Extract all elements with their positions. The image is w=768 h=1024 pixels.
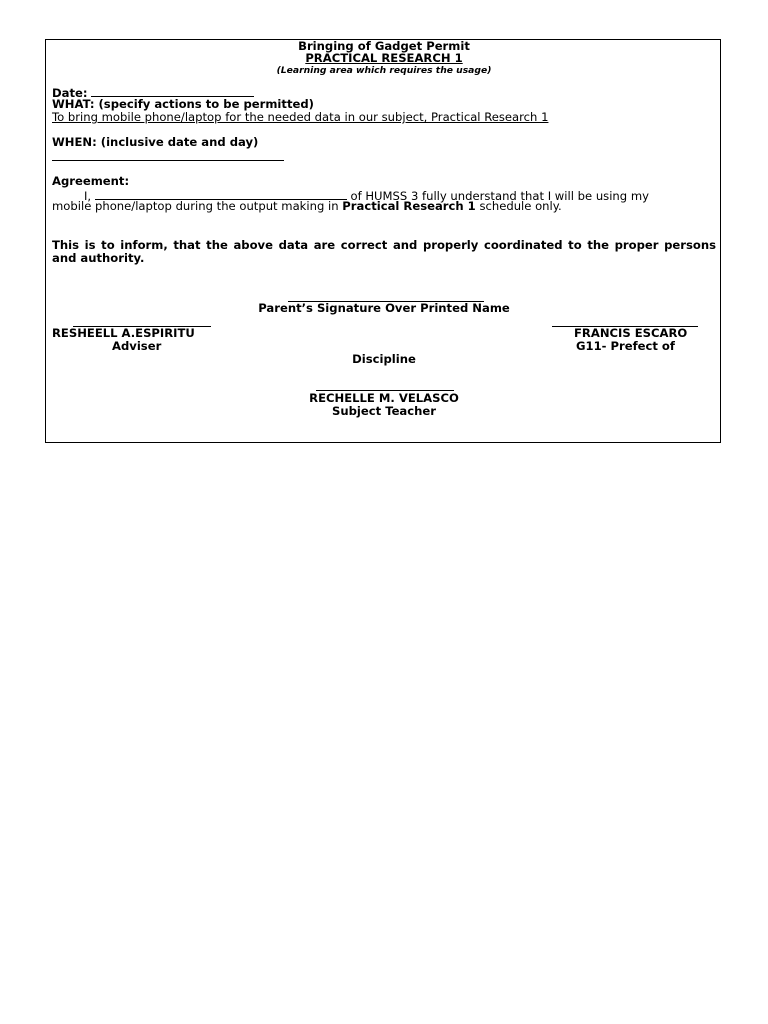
date-field[interactable]	[91, 85, 254, 97]
form-title: Bringing of Gadget Permit	[298, 39, 470, 53]
agreement-prefix: I,	[84, 189, 92, 203]
agreement-suffix: of HUMSS 3 fully understand that I will be using my	[350, 189, 649, 203]
prefect-title-continued: Discipline	[352, 352, 416, 366]
prefect-title: G11- Prefect of	[576, 339, 675, 353]
what-label: WHAT: (specify actions to be permitted)	[52, 97, 314, 111]
agreement-line-2	[52, 200, 562, 213]
when-label: WHEN: (inclusive date and day)	[52, 135, 259, 149]
adviser-name: RESHEELL A.ESPIRITU	[52, 326, 195, 340]
what-value: To bring mobile phone/laptop for the needed data in our subject, Practical Research 1	[52, 110, 549, 124]
agreement-label: Agreement:	[52, 174, 130, 188]
agreement-line2-end: schedule only.	[479, 199, 562, 213]
form-subject: PRACTICAL RESEARCH 1	[305, 51, 463, 65]
when-field[interactable]	[52, 160, 284, 161]
adviser-title: Adviser	[112, 339, 162, 353]
agreement-line2-start: mobile phone/laptop during the output making in	[52, 199, 339, 213]
agreement-subject: Practical Research 1	[342, 199, 476, 213]
inform-statement: This is to inform, that the above data are correct and properly coordinated to the proper persons and authority.	[52, 238, 716, 265]
teacher-title: Subject Teacher	[332, 404, 436, 418]
teacher-name: RECHELLE M. VELASCO	[309, 391, 459, 405]
prefect-name: FRANCIS ESCARO	[574, 326, 688, 340]
parent-signature-label: Parent’s Signature Over Printed Name	[258, 301, 510, 315]
form-note: (Learning area which requires the usage)	[276, 65, 492, 76]
permit-form	[45, 39, 721, 443]
date-label: Date:	[52, 86, 88, 100]
